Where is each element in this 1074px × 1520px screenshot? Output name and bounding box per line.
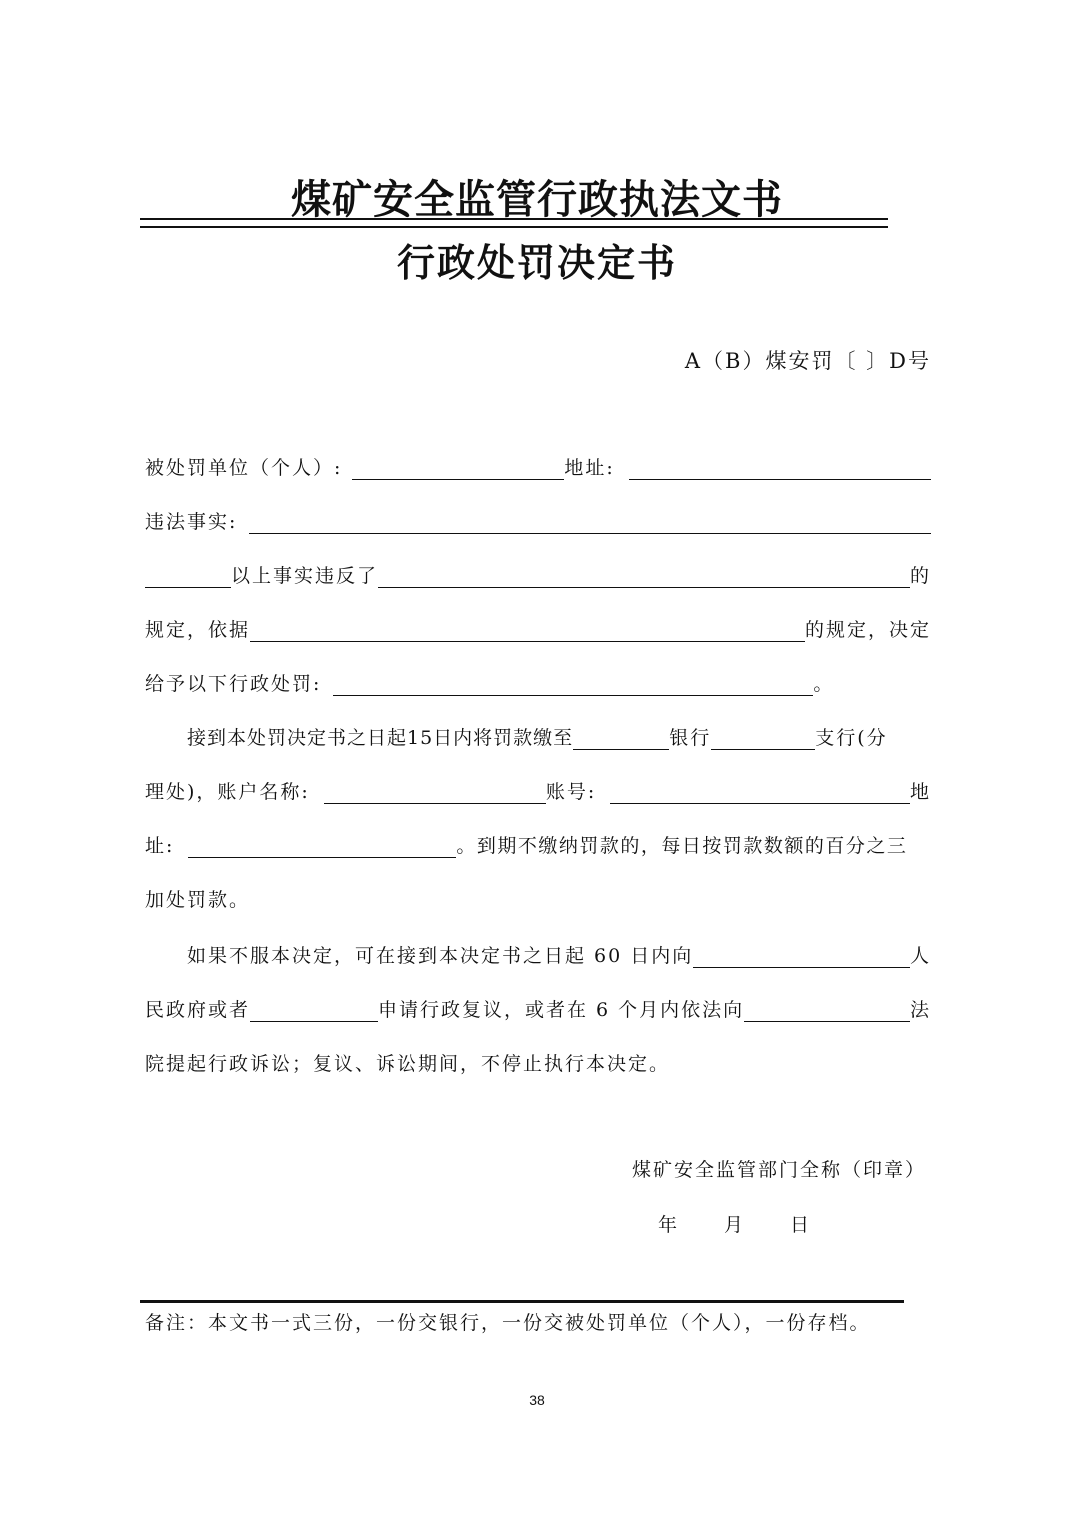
government-blank[interactable] bbox=[693, 943, 910, 968]
account-no-label: 账号: bbox=[545, 781, 597, 803]
appeal-text-1-end: 人 bbox=[909, 945, 931, 967]
violation-line bbox=[145, 558, 931, 588]
regulation-line bbox=[145, 612, 931, 642]
penalty-line bbox=[145, 666, 931, 696]
appeal-line-2 bbox=[145, 992, 931, 1022]
date-day: 日 bbox=[790, 1214, 810, 1236]
party-blank[interactable] bbox=[352, 455, 564, 480]
address-blank[interactable] bbox=[629, 455, 931, 480]
address-char-1: 地 bbox=[909, 781, 931, 803]
appeal-line-1 bbox=[145, 938, 931, 968]
page-number: 38 bbox=[529, 1392, 545, 1408]
document-title: 行政处罚决定书 bbox=[396, 241, 677, 285]
regulation-basis-blank[interactable] bbox=[250, 617, 805, 642]
appeal-text-2a: 民政府或者 bbox=[145, 999, 251, 1021]
facts-label: 违法事实: bbox=[145, 511, 238, 533]
penalty-label: 给予以下行政处罚: bbox=[145, 673, 322, 695]
remark-note: 备注：本文书一式三份，一份交银行，一份交被处罚单位（个人），一份存档。 bbox=[145, 1312, 871, 1334]
title-double-rule bbox=[140, 218, 888, 228]
appeal-text-1: 如果不服本决定，可在接到本决定书之日起 60 日内向 bbox=[187, 945, 694, 967]
party-line bbox=[145, 450, 931, 480]
series-title: 煤矿安全监管行政执法文书 bbox=[291, 177, 783, 223]
violated-text: 以上事实违反了 bbox=[231, 565, 379, 587]
payment-text-3b: 。到期不缴纳罚款的，每日按罚款数额的百分之三 bbox=[456, 835, 908, 857]
regulation-violated-blank[interactable] bbox=[378, 563, 910, 588]
payment-line-1 bbox=[145, 720, 931, 750]
issuing-authority: 煤矿安全监管部门全称（印章） bbox=[631, 1159, 926, 1181]
branch-label: 支行(分 bbox=[815, 727, 888, 749]
facts-blank[interactable] bbox=[249, 509, 931, 534]
branch-blank[interactable] bbox=[711, 725, 815, 750]
appeal-text-3: 院提起行政诉讼；复议、诉讼期间，不停止执行本决定。 bbox=[145, 1053, 671, 1075]
date-year: 年 bbox=[658, 1214, 678, 1236]
document-number: A（B）煤安罚〔 〕D号 bbox=[684, 349, 931, 373]
payment-line-4 bbox=[145, 882, 931, 912]
appeal-text-2b: 申请行政复议，或者在 6 个月内依法向 bbox=[378, 999, 745, 1021]
party-label: 被处罚单位（个人）: bbox=[145, 457, 343, 479]
payment-text-3a: 址: bbox=[145, 835, 175, 857]
payment-line-3 bbox=[145, 828, 931, 858]
penalty-end: 。 bbox=[813, 673, 835, 695]
facts-line bbox=[145, 504, 931, 534]
bank-label: 银行 bbox=[669, 727, 712, 749]
regulation-prefix: 规定，依据 bbox=[145, 619, 251, 641]
violation-prefix-blank[interactable] bbox=[145, 563, 231, 588]
bank-blank[interactable] bbox=[573, 725, 669, 750]
account-name-blank[interactable] bbox=[324, 779, 546, 804]
payment-line-2 bbox=[145, 774, 931, 804]
regulation-suffix: 的规定，决定 bbox=[804, 619, 931, 641]
footer-rule bbox=[140, 1300, 904, 1303]
payment-text-4: 加处罚款。 bbox=[145, 889, 251, 911]
payment-text-1: 接到本处罚决定书之日起15日内将罚款缴至 bbox=[187, 727, 574, 749]
payment-text-2: 理处)，账户名称: bbox=[145, 781, 310, 803]
address-label: 地址: bbox=[564, 457, 615, 479]
court-blank[interactable] bbox=[744, 997, 910, 1022]
review-body-blank[interactable] bbox=[250, 997, 378, 1022]
date-month: 月 bbox=[724, 1214, 744, 1236]
appeal-text-2-end: 法 bbox=[909, 999, 931, 1021]
bank-address-blank[interactable] bbox=[188, 833, 456, 858]
penalty-blank[interactable] bbox=[333, 671, 813, 696]
of-suffix: 的 bbox=[909, 565, 931, 587]
signature-date bbox=[658, 1210, 856, 1237]
account-no-blank[interactable] bbox=[610, 779, 910, 804]
appeal-line-3 bbox=[145, 1046, 931, 1076]
